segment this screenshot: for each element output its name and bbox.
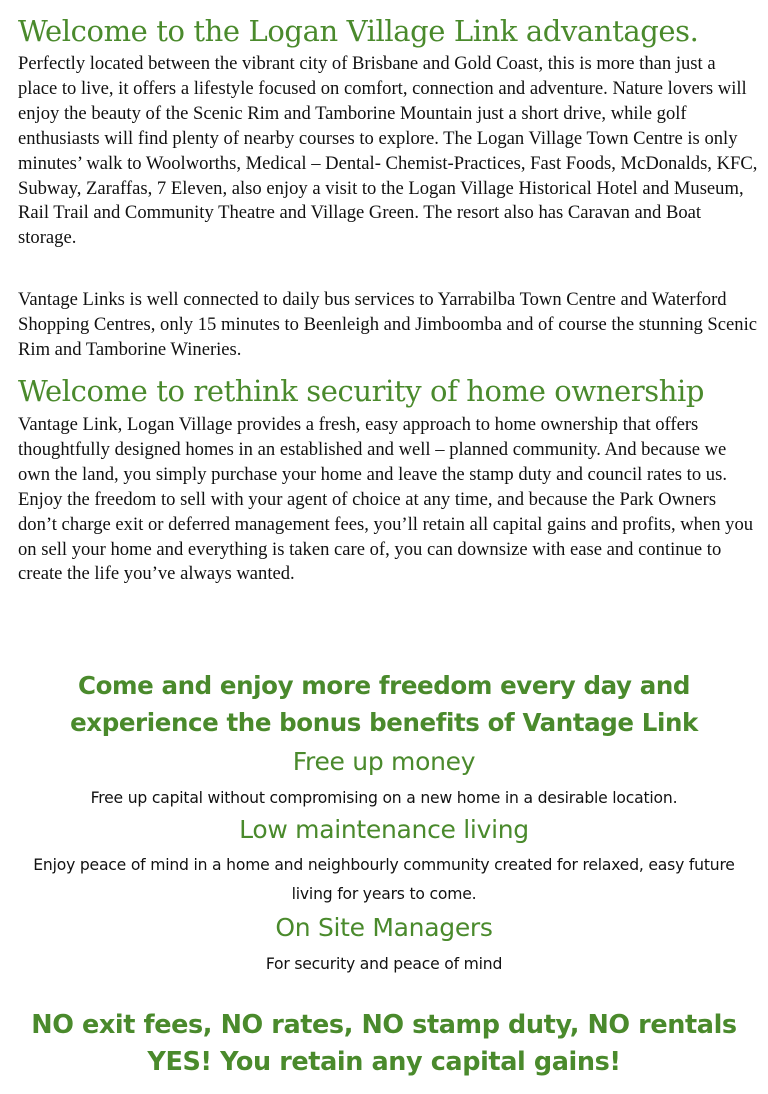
section-heading-advantages: Welcome to the Logan Village Link advantages.	[18, 14, 699, 48]
benefit-title-on-site-managers: On Site Managers	[275, 913, 493, 942]
closing-statement	[0, 1007, 768, 1081]
advantages-paragraph: Perfectly located between the vibrant city of Brisbane and Gold Coast, this is more than just a place to live, it offers a lifestyle focused on comfort, connection and adventure. Nature lovers will enjoy the beauty of the Scenic Rim and Tamborine Mountain just a short drive, while golf enthusiasts will find plenty of nearby courses to explore. The Logan Village Town Centre is only minutes’ walk to Woolworths, Medical – Dental- Chemist-Practices, Fast Foods, McDonalds, KFC, Subway, Zaraffas, 7 Eleven, also enjoy a visit to the Logan Village Historical Hotel and Museum, Rail Trail and Community Theatre and Village Green. The resort also has Caravan and Boat storage.	[18, 53, 758, 249]
benefits-heading	[0, 667, 768, 741]
benefit-text-free-up-money: Free up capital without compromising on a new home in a desirable location.	[90, 789, 678, 807]
benefit-title-free-up-money: Free up money	[292, 747, 476, 776]
benefit-text-on-site-managers: For security and peace of mind	[265, 955, 503, 973]
transport-paragraph: Vantage Links is well connected to daily bus services to Yarrabilba Town Centre and Waterford Shopping Centres, only 15 minutes to Beenleigh and Jimboomba and of course the stunning Scenic Rim and Tamborine Wineries.	[18, 289, 757, 360]
benefit-title-low-maintenance: Low maintenance living	[239, 815, 529, 844]
benefits-heading-line1: Come and enjoy more freedom every day and	[77, 671, 691, 700]
closing-statement-line2: YES! You retain any capital gains!	[147, 1047, 621, 1077]
closing-statement-line1: NO exit fees, NO rates, NO stamp duty, NO rentals	[31, 1010, 737, 1040]
benefit-text-low-maintenance: Enjoy peace of mind in a home and neighbourly community created for relaxed, easy future living for years to come.	[33, 856, 735, 903]
section-heading-ownership: Welcome to rethink security of home ownership	[18, 374, 705, 408]
ownership-paragraph: Vantage Link, Logan Village provides a fresh, easy approach to home ownership that offers thoughtfully designed homes in an established and well – planned community. And because we own the land, you simply purchase your home and leave the stamp duty and council rates to us. Enjoy the freedom to sell with your agent of choice at any time, and because the Park Owners don’t charge exit or deferred management fees, you’ll retain all capital gains and profits, when you on sell your home and everything is taken care of, you can downsize with ease and continue to create the life you’ve always wanted.	[18, 414, 754, 585]
benefits-heading-line2: experience the bonus benefits of Vantage Link	[70, 708, 698, 737]
